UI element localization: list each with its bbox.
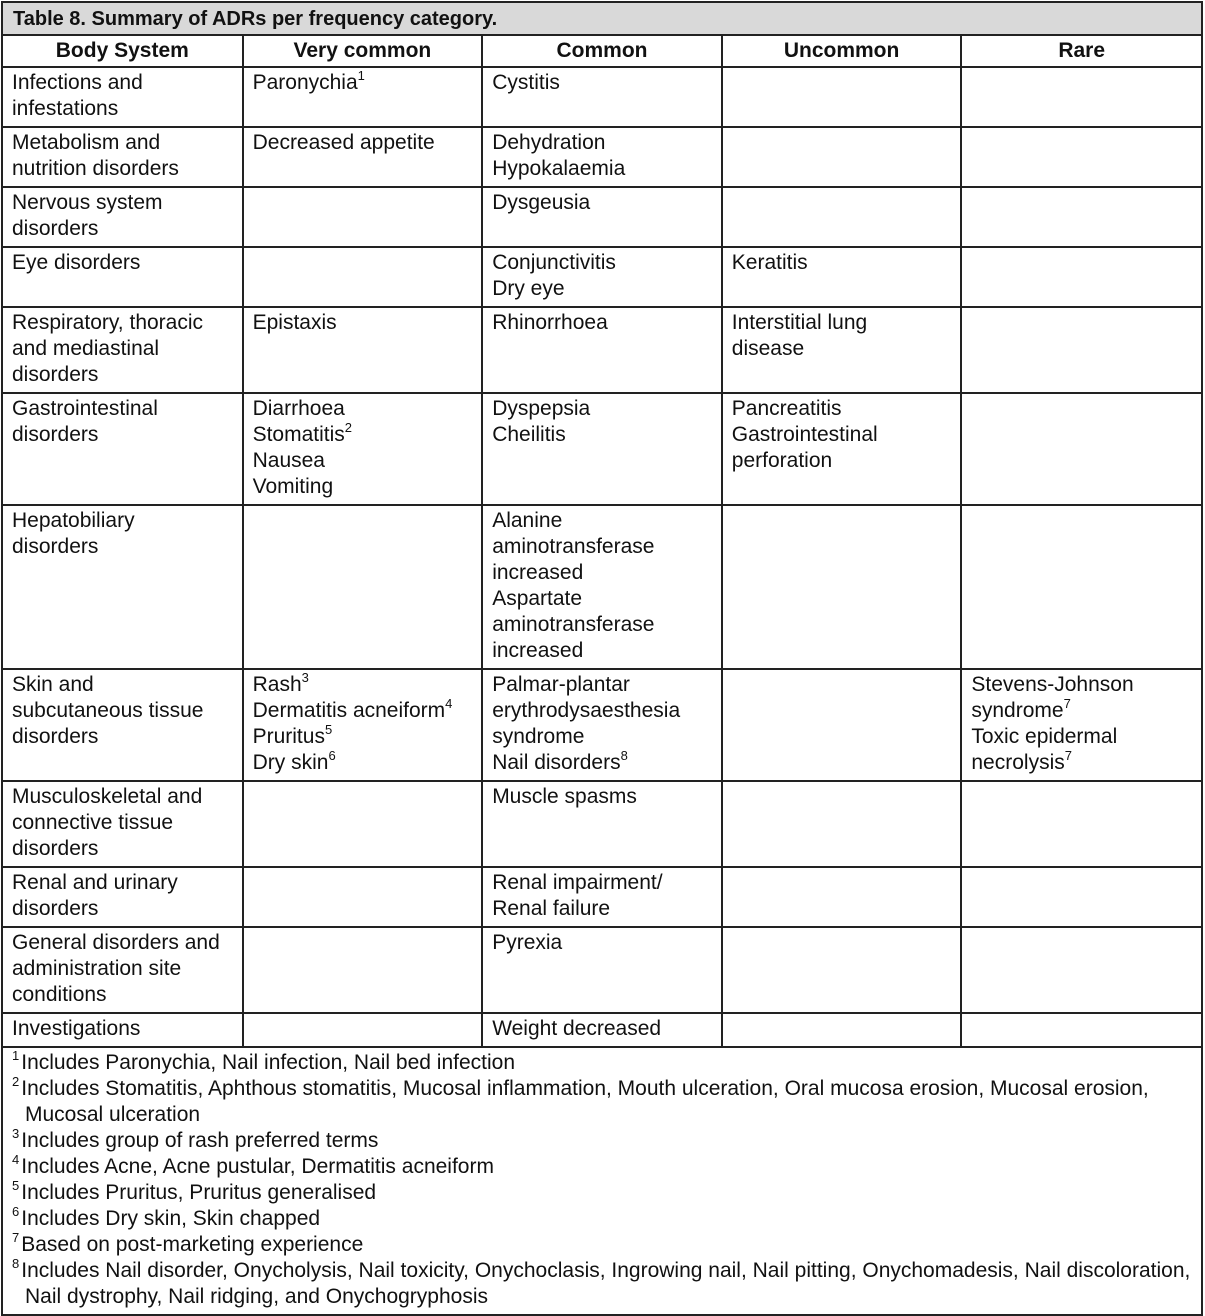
table-row: [3, 127, 1201, 187]
table-row: [3, 927, 1201, 1013]
footnote: [12, 1206, 1193, 1232]
cell-uncommon: [722, 669, 962, 781]
adr-term-text: Dry eye: [492, 277, 565, 300]
adr-term-text: Aspartate: [492, 587, 583, 610]
cell-common: [482, 1013, 722, 1047]
adr-term-text: Dehydration: [492, 131, 606, 154]
body-system-text: and mediastinal: [12, 337, 160, 360]
header-very-common: Very common: [243, 36, 483, 67]
adr-term-text: Nausea: [252, 449, 325, 472]
cell-common: [482, 247, 722, 307]
cell-uncommon: [722, 867, 962, 927]
footnote: [12, 1258, 1193, 1310]
footnote-text: Includes Nail disorder, Onycholysis, Nail toxicity, Onychoclasis, Ingrowing nail, Nail pitting, Onychomadesis, Nail discoloration, Nail dystrophy, Nail ridging, and Onychogryphosis: [21, 1259, 1191, 1308]
cell-very-common: [243, 307, 483, 393]
footnote-ref: 3: [301, 670, 309, 685]
adr-term-text: Keratitis: [731, 251, 808, 274]
cell-body-system: [3, 393, 243, 505]
cell-common: [482, 67, 722, 127]
cell-common: [482, 927, 722, 1013]
adr-term: [971, 698, 1193, 724]
cell-body-system: [3, 127, 243, 187]
cell-body-system: [3, 867, 243, 927]
adr-term-text: Interstitial lung: [731, 311, 868, 334]
adr-term: [732, 336, 953, 362]
cell-rare: [961, 247, 1201, 307]
cell-common: [482, 393, 722, 505]
adr-term: [492, 70, 713, 96]
adr-term-text: Pruritus: [252, 725, 325, 748]
table-row: [3, 187, 1201, 247]
footnote-ref: 5: [324, 722, 333, 737]
header-body-system: Body System: [3, 36, 243, 67]
adr-term: [253, 698, 474, 724]
cell-body-system: [3, 67, 243, 127]
body-system-text: Eye disorders: [12, 251, 141, 274]
cell-very-common: [243, 127, 483, 187]
adr-term: [492, 750, 713, 776]
adr-term: [492, 870, 713, 896]
cell-rare: [961, 505, 1201, 669]
adr-term-text: Dry skin: [252, 751, 329, 774]
cell-rare: [961, 307, 1201, 393]
cell-body-system: [3, 781, 243, 867]
cell-very-common: [243, 927, 483, 1013]
footnote-number: 4: [12, 1152, 20, 1167]
adr-term-text: syndrome: [492, 725, 585, 748]
adr-term: [492, 190, 713, 216]
cell-uncommon: [722, 127, 962, 187]
footnote-text: Includes Stomatitis, Aphthous stomatitis, Mucosal inflammation, Mouth ulceration, Oral mucosa erosion, Mucosal erosion, Mucosal ulceration: [21, 1077, 1149, 1126]
body-system-text: disorders: [12, 725, 99, 748]
adr-term: [732, 396, 953, 422]
table-row: [3, 67, 1201, 127]
footnote: [12, 1232, 1193, 1258]
body-system-text: Metabolism and: [12, 131, 161, 154]
adr-term-text: Epistaxis: [252, 311, 337, 334]
header-uncommon: Uncommon: [722, 36, 962, 67]
footnote: [12, 1180, 1193, 1206]
adr-term-text: Stevens-Johnson: [971, 673, 1134, 696]
cell-body-system: [3, 927, 243, 1013]
cell-common: [482, 307, 722, 393]
cell-rare: [961, 669, 1201, 781]
adr-term-text: Toxic epidermal: [971, 725, 1118, 748]
adr-term: [492, 698, 713, 724]
adr-term: [253, 672, 474, 698]
adr-term: [971, 724, 1193, 750]
adr-term: [492, 310, 713, 336]
cell-very-common: [243, 247, 483, 307]
cell-very-common: [243, 1013, 483, 1047]
cell-very-common: [243, 67, 483, 127]
footnote-ref: 7: [1063, 696, 1071, 711]
body-system-text: infestations: [12, 97, 119, 120]
cell-body-system: [3, 505, 243, 669]
adr-term: [253, 310, 474, 336]
body-system-text: administration site: [12, 957, 182, 980]
table-caption: Table 8. Summary of ADRs per frequency category.: [3, 3, 1201, 36]
adr-term-text: erythrodysaesthesia: [492, 699, 681, 722]
body-system-text: Musculoskeletal and: [12, 785, 203, 808]
cell-very-common: [243, 505, 483, 669]
adr-term-text: necrolysis: [971, 751, 1065, 774]
header-common: Common: [482, 36, 722, 67]
cell-rare: [961, 867, 1201, 927]
adr-term: [971, 750, 1193, 776]
adr-term: [732, 448, 953, 474]
body-system-text: connective tissue: [12, 811, 174, 834]
adr-term-text: Conjunctivitis: [492, 251, 616, 274]
cell-uncommon: [722, 393, 962, 505]
footnotes: [3, 1048, 1201, 1314]
footnote-ref: 7: [1064, 748, 1072, 763]
table-row: [3, 307, 1201, 393]
adr-term-text: Cystitis: [492, 71, 560, 94]
adr-term: [492, 586, 713, 612]
footnote: [12, 1154, 1193, 1180]
adr-term: [492, 930, 713, 956]
adr-term-text: disease: [731, 337, 805, 360]
footnote: [12, 1128, 1193, 1154]
cell-rare: [961, 67, 1201, 127]
cell-body-system: [3, 247, 243, 307]
cell-uncommon: [722, 187, 962, 247]
adr-term: [492, 508, 713, 534]
adr-term-text: Palmar-plantar: [492, 673, 630, 696]
adr-term-text: Renal impairment/: [492, 871, 663, 894]
table-row: [3, 393, 1201, 505]
body-system-text: disorders: [12, 837, 99, 860]
adr-term-text: Pyrexia: [492, 931, 563, 954]
body-system-text: subcutaneous tissue: [12, 699, 204, 722]
adr-term: [492, 724, 713, 750]
footnote-number: 6: [12, 1204, 20, 1219]
adr-term-text: Rhinorrhoea: [492, 311, 608, 334]
cell-common: [482, 187, 722, 247]
cell-very-common: [243, 669, 483, 781]
cell-rare: [961, 1013, 1201, 1047]
adr-term-text: Rash: [252, 673, 302, 696]
cell-very-common: [243, 867, 483, 927]
adr-term: [492, 276, 713, 302]
adr-term: [253, 70, 474, 96]
adr-term-text: aminotransferase: [492, 535, 655, 558]
table-row: [3, 867, 1201, 927]
footnote: [12, 1076, 1193, 1128]
table-row: [3, 505, 1201, 669]
adr-term: [492, 250, 713, 276]
footnote-number: 5: [12, 1178, 20, 1193]
footnote: [12, 1050, 1193, 1076]
adr-term-text: Decreased appetite: [252, 131, 435, 154]
footnote-ref: 6: [328, 748, 336, 763]
cell-uncommon: [722, 927, 962, 1013]
adr-term: [253, 130, 474, 156]
body-system-text: disorders: [12, 535, 99, 558]
adr-term-text: perforation: [731, 449, 833, 472]
body-system-text: nutrition disorders: [12, 157, 179, 180]
footnote-ref: 8: [620, 748, 628, 763]
adr-term-text: Stomatitis: [252, 423, 345, 446]
adr-term: [492, 130, 713, 156]
cell-very-common: [243, 393, 483, 505]
adr-term-text: Nail disorders: [492, 751, 621, 774]
adr-term-text: Vomiting: [252, 475, 334, 498]
cell-rare: [961, 127, 1201, 187]
adr-term: [492, 612, 713, 638]
footnote-ref: 4: [445, 696, 453, 711]
body-system-text: Renal and urinary: [12, 871, 178, 894]
cell-uncommon: [722, 781, 962, 867]
footnote-number: 7: [12, 1230, 20, 1245]
table-row: [3, 669, 1201, 781]
cell-rare: [961, 393, 1201, 505]
adr-term: [253, 448, 474, 474]
cell-common: [482, 781, 722, 867]
table-row: [3, 781, 1201, 867]
cell-rare: [961, 187, 1201, 247]
footnote-text: Includes Paronychia, Nail infection, Nail bed infection: [21, 1051, 516, 1074]
adr-table-frame: [1, 1, 1203, 1316]
table-body: [3, 67, 1201, 1047]
body-system-text: disorders: [12, 897, 99, 920]
adr-term-text: Paronychia: [252, 71, 358, 94]
body-system-text: disorders: [12, 217, 99, 240]
footnote-text: Based on post-marketing experience: [21, 1233, 364, 1256]
adr-term: [492, 896, 713, 922]
adr-table: [3, 36, 1201, 1048]
footnote-text: Includes Acne, Acne pustular, Dermatitis acneiform: [21, 1155, 494, 1178]
adr-term: [253, 724, 474, 750]
adr-term: [732, 250, 953, 276]
adr-term-text: Pancreatitis: [731, 397, 842, 420]
adr-term: [492, 784, 713, 810]
cell-rare: [961, 781, 1201, 867]
adr-term: [492, 422, 713, 448]
cell-uncommon: [722, 307, 962, 393]
adr-term: [253, 750, 474, 776]
adr-term-text: Gastrointestinal: [731, 423, 878, 446]
adr-term-text: aminotransferase: [492, 613, 655, 636]
footnote-number: 2: [12, 1074, 20, 1089]
cell-uncommon: [722, 505, 962, 669]
adr-term: [492, 156, 713, 182]
body-system-text: Gastrointestinal: [12, 397, 158, 420]
adr-term: [492, 396, 713, 422]
adr-term-text: Hypokalaemia: [492, 157, 626, 180]
footnote-text: Includes Dry skin, Skin chapped: [21, 1207, 321, 1230]
body-system-text: Investigations: [12, 1017, 141, 1040]
adr-term: [732, 310, 953, 336]
adr-term-text: Weight decreased: [492, 1017, 662, 1040]
cell-common: [482, 867, 722, 927]
adr-term: [253, 474, 474, 500]
adr-term-text: syndrome: [971, 699, 1064, 722]
cell-body-system: [3, 1013, 243, 1047]
body-system-text: Respiratory, thoracic: [12, 311, 204, 334]
footnote-number: 3: [12, 1126, 20, 1141]
header-rare: Rare: [961, 36, 1201, 67]
cell-very-common: [243, 781, 483, 867]
adr-term-text: increased: [492, 639, 584, 662]
adr-term-text: Dyspepsia: [492, 397, 591, 420]
adr-term-text: Diarrhoea: [252, 397, 345, 420]
adr-term: [971, 672, 1193, 698]
adr-term-text: Dermatitis acneiform: [252, 699, 446, 722]
adr-term: [492, 638, 713, 664]
cell-uncommon: [722, 1013, 962, 1047]
adr-term-text: Muscle spasms: [492, 785, 637, 808]
footnote-text: Includes group of rash preferred terms: [21, 1129, 379, 1152]
body-system-text: disorders: [12, 423, 99, 446]
table-row: [3, 1013, 1201, 1047]
cell-body-system: [3, 307, 243, 393]
cell-common: [482, 505, 722, 669]
cell-body-system: [3, 187, 243, 247]
adr-term-text: Renal failure: [492, 897, 611, 920]
footnote-ref: 2: [344, 420, 353, 435]
adr-term: [492, 672, 713, 698]
adr-term-text: Alanine: [492, 509, 563, 532]
body-system-text: General disorders and: [12, 931, 220, 954]
cell-very-common: [243, 187, 483, 247]
adr-term: [732, 422, 953, 448]
footnote-ref: 1: [357, 68, 365, 83]
adr-term: [492, 534, 713, 560]
footnote-text: Includes Pruritus, Pruritus generalised: [21, 1181, 377, 1204]
table-row: [3, 247, 1201, 307]
cell-body-system: [3, 669, 243, 781]
body-system-text: Infections and: [12, 71, 143, 94]
adr-term-text: Cheilitis: [492, 423, 566, 446]
cell-uncommon: [722, 67, 962, 127]
cell-uncommon: [722, 247, 962, 307]
adr-term-text: increased: [492, 561, 584, 584]
cell-common: [482, 669, 722, 781]
body-system-text: Hepatobiliary: [12, 509, 135, 532]
body-system-text: conditions: [12, 983, 107, 1006]
body-system-text: Nervous system: [12, 191, 163, 214]
footnote-number: 1: [12, 1048, 20, 1063]
body-system-text: Skin and: [12, 673, 94, 696]
adr-term: [253, 422, 474, 448]
footnote-number: 8: [12, 1256, 20, 1271]
cell-common: [482, 127, 722, 187]
adr-term: [492, 560, 713, 586]
cell-rare: [961, 927, 1201, 1013]
body-system-text: disorders: [12, 363, 99, 386]
adr-term: [253, 396, 474, 422]
adr-term-text: Dysgeusia: [492, 191, 591, 214]
header-row: [3, 36, 1201, 67]
adr-term: [492, 1016, 713, 1042]
